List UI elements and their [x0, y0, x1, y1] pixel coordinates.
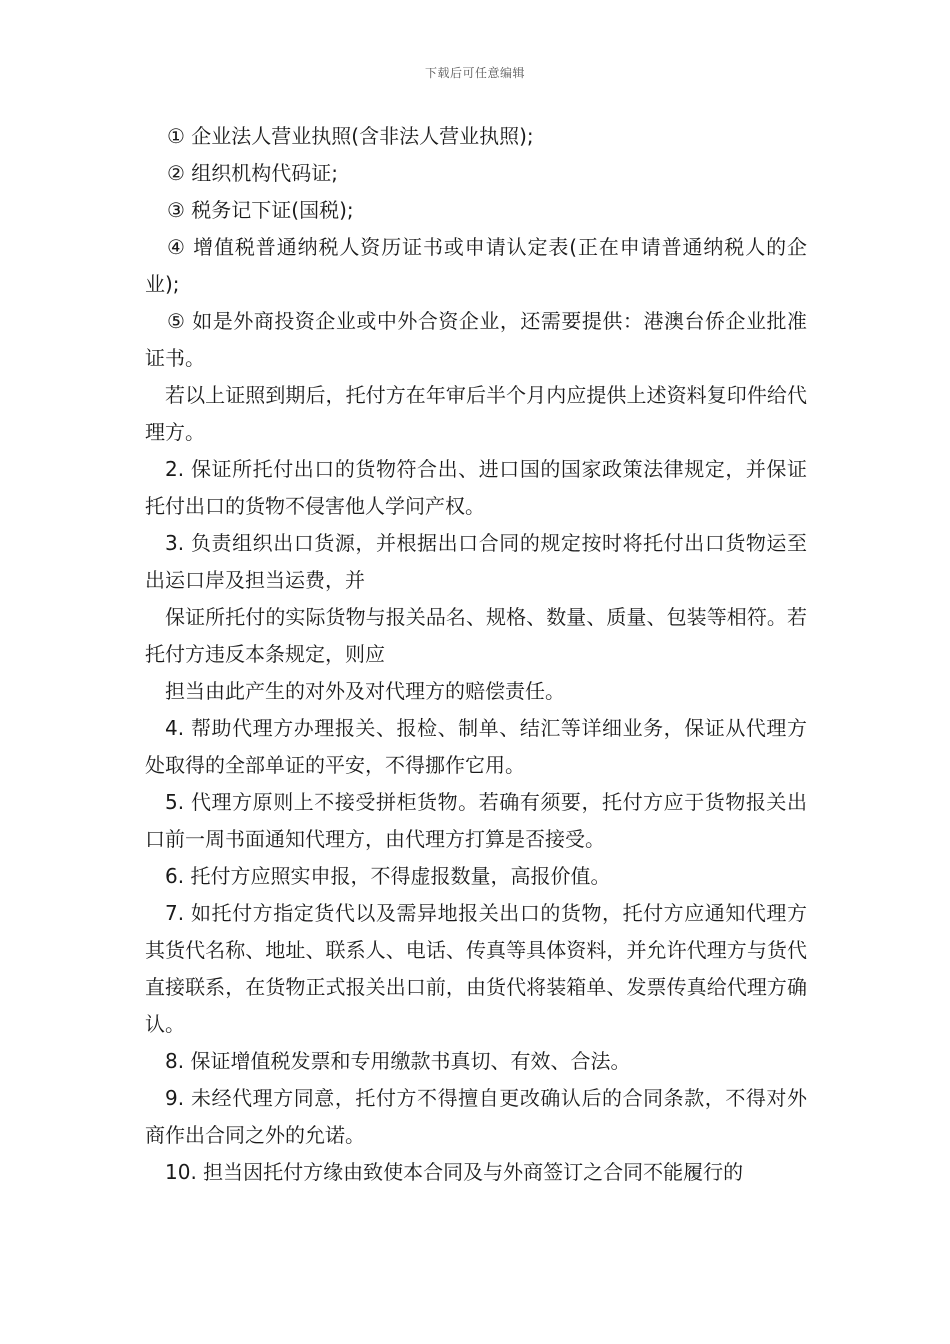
page-header-note: 下载后可任意编辑	[424, 66, 525, 80]
document-body	[145, 118, 807, 1191]
paragraph-clause-5: 5. 代理方原则上不接受拼柜货物。若确有须要，托付方应于货物报关出口前一周书面通知代理方，由代理方打算是否接受。	[145, 790, 807, 851]
paragraph-item-2: ② 组织机构代码证;	[167, 161, 339, 185]
paragraph-item-5: ⑤ 如是外商投资企业或中外合资企业，还需要提供：港澳台侨企业批准证书。	[145, 309, 807, 370]
paragraph-clause-3-cont-2: 担当由此产生的对外及对代理方的赔偿责任。	[165, 679, 565, 703]
paragraph-clause-3: 3. 负责组织出口货源，并根据出口合同的规定按时将托付出口货物运至出运口岸及担当运费，并	[145, 531, 807, 592]
paragraph-clause-3-cont-1: 保证所托付的实际货物与报关品名、规格、数量、质量、包装等相符。若托付方违反本条规定，则应	[145, 605, 807, 666]
paragraph-clause-10: 10. 担当因托付方缘由致使本合同及与外商签订之合同不能履行的	[165, 1160, 744, 1184]
paragraph-clause-7: 7. 如托付方指定货代以及需异地报关出口的货物，托付方应通知代理方其货代名称、地址、联系人、电话、传真等具体资料，并允许代理方与货代直接联系，在货物正式报关出口前，由货代将装箱单、发票传真给代理方确认。	[145, 901, 807, 1036]
paragraph-clause-2: 2. 保证所托付出口的货物符合出、进口国的国家政策法律规定，并保证托付出口的货物不侵害他人学问产权。	[145, 457, 807, 518]
paragraph-clause-4: 4. 帮助代理方办理报关、报检、制单、结汇等详细业务，保证从代理方处取得的全部单证的平安，不得挪作它用。	[145, 716, 807, 777]
paragraph-clause-6: 6. 托付方应照实申报，不得虚报数量，高报价值。	[165, 864, 611, 888]
paragraph-clause-9: 9. 未经代理方同意，托付方不得擅自更改确认后的合同条款，不得对外商作出合同之外的允诺。	[145, 1086, 807, 1147]
paragraph-item-3: ③ 税务记下证(国税);	[167, 198, 354, 222]
paragraph-item-4: ④ 增值税普通纳税人资历证书或申请认定表(正在申请普通纳税人的企业);	[145, 235, 807, 296]
paragraph-clause-8: 8. 保证增值税发票和专用缴款书真切、有效、合法。	[165, 1049, 631, 1073]
paragraph-renewal-note: 若以上证照到期后，托付方在年审后半个月内应提供上述资料复印件给代理方。	[145, 383, 807, 444]
paragraph-item-1: ① 企业法人营业执照(含非法人营业执照);	[167, 124, 534, 148]
